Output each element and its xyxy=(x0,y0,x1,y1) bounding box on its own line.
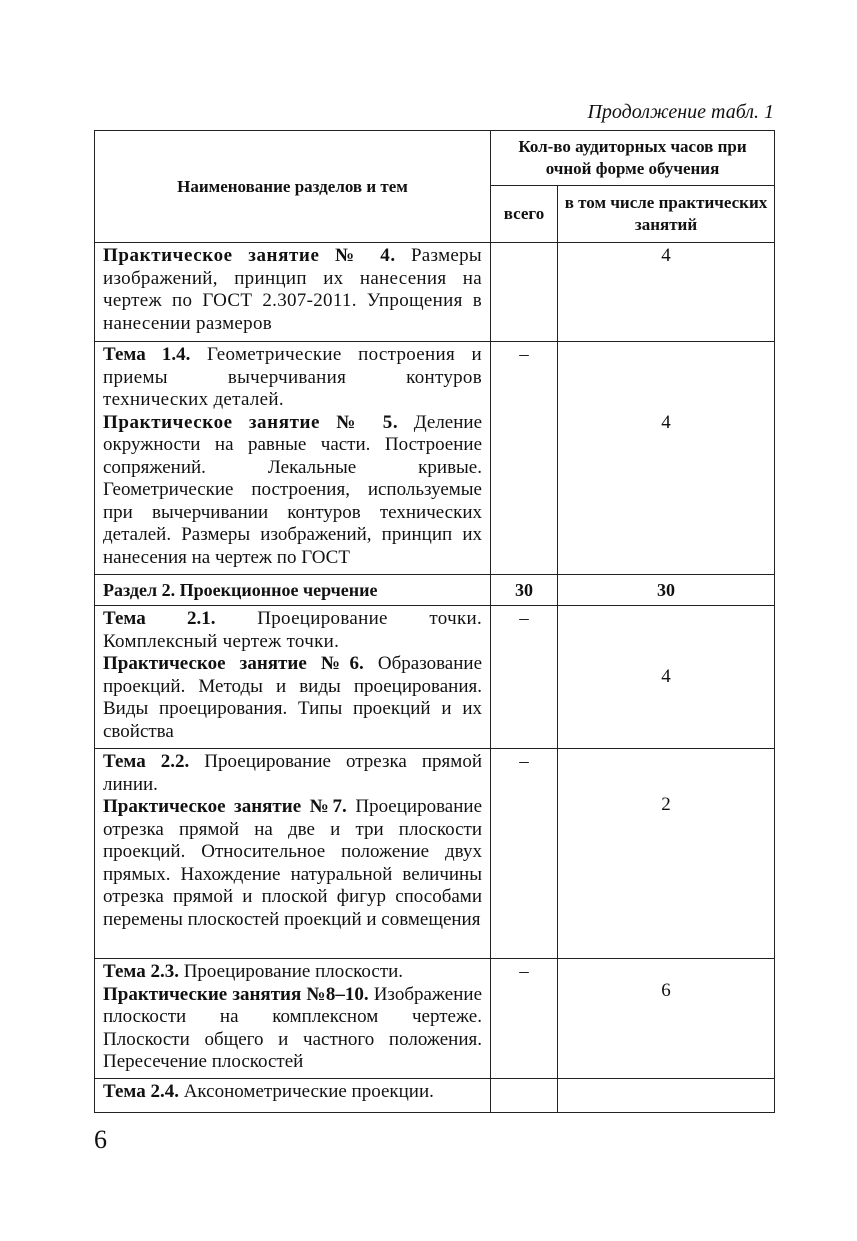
practice-rest: Изображение плоскости на комплексном чертеже. Плоскости общего и частного положения. Пересечение плоскостей xyxy=(103,983,483,1072)
topic-cell xyxy=(95,606,491,749)
topic-lead: Тема 2.2. xyxy=(103,751,190,772)
table-row xyxy=(95,575,775,606)
practice-lead: Практическое занятие № 5. xyxy=(103,411,399,433)
table-continuation-label: Продолжение табл. 1 xyxy=(587,101,774,123)
practice-lead: Практические занятия №8–10. xyxy=(103,983,369,1005)
total-hours-cell: 30 xyxy=(491,575,558,606)
table-row xyxy=(95,342,775,575)
practice-lead: Практическое занятие №6. xyxy=(103,653,364,674)
topic-text xyxy=(103,608,482,653)
header-hours-group: Кол-во аудиторных часов при очной форме обучения xyxy=(491,131,775,186)
topic-text xyxy=(103,751,482,796)
practice-text xyxy=(103,653,482,743)
practice-rest: Деление окружности на равные части. Построение сопряжений. Лекальные кривые. Геометрические построения, используемые при вычерчивании контуров технических деталей. Размеры изображений, принцип их нанесения на чертеж по ГОСТ xyxy=(103,411,482,568)
topic-rest: Аксонометрические проекции. xyxy=(178,1081,434,1102)
total-hours-cell: – xyxy=(491,342,558,575)
practice-hours-cell: 4 xyxy=(558,606,775,749)
topic-lead: Тема 2.3. xyxy=(103,961,179,982)
section-title: Раздел 2. Проекционное черчение xyxy=(95,575,491,606)
practice-text xyxy=(103,796,482,931)
header-practice: в том числе практических занятий xyxy=(558,186,775,243)
practice-rest: Проецирование отрезка прямой на две и три плоскости проекций. Относительное положение двух прямых. Нахождение натуральной величины отрезка прямой и плоской фигур способами перемены плоскостей проекций и совмещения xyxy=(103,796,482,930)
topic-text xyxy=(103,344,482,412)
practice-text xyxy=(103,984,482,1074)
table-row xyxy=(95,959,775,1079)
practice-text xyxy=(103,245,482,335)
table-row xyxy=(95,606,775,749)
header-total: всего xyxy=(491,186,558,243)
topic-text xyxy=(103,961,482,984)
topic-cell xyxy=(95,342,491,575)
total-hours-cell: – xyxy=(491,959,558,1079)
practice-lead: Практическое занятие №7. xyxy=(103,796,347,817)
practice-lead: Практическое занятие № 4. xyxy=(103,245,396,266)
table-row xyxy=(95,1079,775,1113)
practice-rest: Размеры изображений, принцип их нанесения на чертеж по ГОСТ 2.307-2011. Упрощения в нанесении размеров xyxy=(103,245,482,334)
topic-cell xyxy=(95,749,491,959)
practice-rest: Образование проекций. Методы и виды проецирования. Виды проецирования. Типы проекций и их свойства xyxy=(103,653,483,742)
topic-rest: Проецирование отрезка прямой линии. xyxy=(103,751,482,795)
topic-cell xyxy=(95,243,491,342)
topic-cell xyxy=(95,959,491,1079)
total-hours-cell: – xyxy=(491,606,558,749)
page-number: 6 xyxy=(94,1125,107,1154)
topic-text xyxy=(103,1081,482,1104)
topic-rest: Проецирование плоскости. xyxy=(178,961,404,982)
total-hours-cell xyxy=(491,1079,558,1113)
practice-hours-cell: 2 xyxy=(558,749,775,959)
practice-hours-cell: 4 xyxy=(558,243,775,342)
practice-hours-cell: 4 xyxy=(558,342,775,575)
curriculum-table xyxy=(94,130,775,1113)
topic-lead: Тема 2.4. xyxy=(103,1081,179,1102)
header-topic-name: Наименование разделов и тем xyxy=(95,131,491,243)
practice-hours-cell xyxy=(558,1079,775,1113)
topic-lead: Тема 1.4. xyxy=(103,344,191,365)
topic-cell xyxy=(95,1079,491,1113)
practice-text xyxy=(103,412,482,570)
table-row xyxy=(95,243,775,342)
table-row xyxy=(95,749,775,959)
total-hours-cell: – xyxy=(491,749,558,959)
total-hours-cell xyxy=(491,243,558,342)
topic-lead: Тема 2.1. xyxy=(103,608,216,629)
topic-rest: Геометрические построения и приемы вычерчивания контуров технических деталей. xyxy=(103,344,482,410)
topic-rest: Проецирование точки. Комплексный чертеж точки. xyxy=(103,608,482,652)
practice-hours-cell: 30 xyxy=(558,575,775,606)
practice-hours-cell: 6 xyxy=(558,959,775,1079)
